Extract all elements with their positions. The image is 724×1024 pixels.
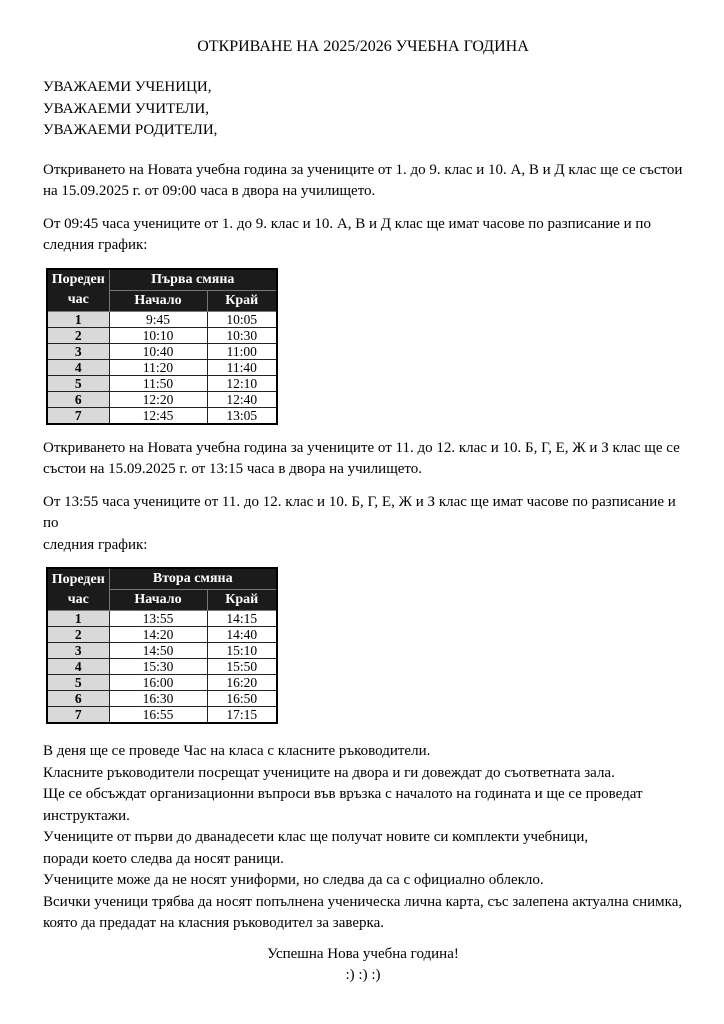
start-time-cell: 14:50	[109, 643, 207, 659]
closing-wish: Успешна Нова учебна година!	[267, 945, 459, 962]
start-time-cell: 13:55	[109, 611, 207, 627]
column-header-period: Пореден час	[47, 568, 109, 611]
period-number-cell: 4	[47, 659, 109, 675]
column-header-end: Край	[207, 590, 277, 611]
note-line: Всички ученици трябва да носят попълнена ученическа лична карта, със залепена актуална снимка,	[43, 893, 683, 910]
start-time-cell: 16:00	[109, 675, 207, 691]
paragraph-line: на 15.09.2025 г. от 09:00 часа в двора на училището.	[43, 183, 376, 199]
start-time-cell: 15:30	[109, 659, 207, 675]
column-header-start: Начало	[109, 590, 207, 611]
table-row	[47, 691, 277, 707]
paragraph-line: От 13:55 часа учениците от 11. до 12. клас и 10. Б, Г, Е, Ж и З клас ще имат часове по разписание и по	[43, 493, 676, 531]
end-time-cell: 15:50	[207, 659, 277, 675]
end-time-cell: 11:40	[207, 359, 277, 375]
paragraph-first-opening	[43, 160, 683, 203]
table-row	[47, 611, 277, 627]
greetings-block	[43, 77, 683, 142]
end-time-cell: 14:15	[207, 611, 277, 627]
period-number-cell: 6	[47, 391, 109, 407]
table-row	[47, 359, 277, 375]
period-number-cell: 1	[47, 311, 109, 327]
column-header-period: Пореден час	[47, 269, 109, 312]
end-time-cell: 16:20	[207, 675, 277, 691]
table-row	[47, 407, 277, 424]
start-time-cell: 16:55	[109, 707, 207, 724]
end-time-cell: 16:50	[207, 691, 277, 707]
note-line: инструктажи.	[43, 807, 130, 824]
start-time-cell: 10:10	[109, 327, 207, 343]
note-line: която да предадат на класния ръководител за заверка.	[43, 915, 384, 931]
start-time-cell: 14:20	[109, 627, 207, 643]
period-number-cell: 6	[47, 691, 109, 707]
period-number-cell: 7	[47, 407, 109, 424]
table-row	[47, 391, 277, 407]
paragraph-line: От 09:45 часа учениците от 1. до 9. клас и 10. А, В и Д клас ще имат часове по разписание и по	[43, 215, 651, 232]
column-header-end: Край	[207, 290, 277, 311]
note-line: Ще се обсъждат организационни въпроси във връзка с началото на годината и ще се проведат	[43, 786, 643, 802]
end-time-cell: 12:40	[207, 391, 277, 407]
period-number-cell: 7	[47, 707, 109, 724]
table-row	[47, 311, 277, 327]
paragraph-line: състои на 15.09.2025 г. от 13:15 часа в двора на училището.	[43, 461, 423, 477]
period-number-cell: 4	[47, 359, 109, 375]
paragraph-second-schedule-intro	[43, 492, 683, 557]
note-line: Учениците може да не носят униформи, но следва да са с официално облекло.	[43, 872, 544, 888]
greeting-parents: УВАЖАЕМИ РОДИТЕЛИ,	[43, 122, 218, 138]
note-line: Класните ръководители посрещат учениците на двора и ги довеждат до съответната зала.	[43, 764, 615, 781]
period-number-cell: 2	[47, 327, 109, 343]
table-row	[47, 327, 277, 343]
column-header-start: Начало	[109, 290, 207, 311]
start-time-cell: 11:20	[109, 359, 207, 375]
note-line: В деня ще се проведе Час на класа с класните ръководители.	[43, 743, 431, 759]
end-time-cell: 14:40	[207, 627, 277, 643]
end-time-cell: 17:15	[207, 707, 277, 724]
paragraph-line: Откриването на Новата учебна година за учениците от 1. до 9. клас и 10. А, В и Д клас ще се състои	[43, 161, 683, 178]
period-number-cell: 3	[47, 343, 109, 359]
start-time-cell: 12:20	[109, 391, 207, 407]
end-time-cell: 15:10	[207, 643, 277, 659]
period-number-cell: 5	[47, 675, 109, 691]
page-title: ОТКРИВАНЕ НА 2025/2026 УЧЕБНА ГОДИНА	[197, 38, 529, 55]
table-title-second-shift: Втора смяна	[109, 568, 277, 590]
paragraph-second-opening	[43, 438, 683, 481]
period-number-cell: 3	[47, 643, 109, 659]
note-line: Учениците от първи до дванадесети клас ще получат новите си комплекти учебници,	[43, 829, 589, 845]
note-line: поради което следва да носят раници.	[43, 850, 284, 867]
period-number-cell: 1	[47, 611, 109, 627]
second-shift-schedule-table	[46, 567, 278, 724]
table-row	[47, 659, 277, 675]
table-title-first-shift: Първа смяна	[109, 269, 277, 291]
table-row	[47, 675, 277, 691]
period-number-cell: 5	[47, 375, 109, 391]
greeting-teachers: УВАЖАЕМИ УЧИТЕЛИ,	[43, 100, 209, 117]
table-row	[47, 627, 277, 643]
end-time-cell: 12:10	[207, 375, 277, 391]
paragraph-line: следния график:	[43, 237, 148, 253]
table-row	[47, 343, 277, 359]
paragraph-line: следния график:	[43, 536, 148, 553]
table-row	[47, 707, 277, 724]
start-time-cell: 9:45	[109, 311, 207, 327]
table-row	[47, 375, 277, 391]
end-time-cell: 10:30	[207, 327, 277, 343]
greeting-students: УВАЖАЕМИ УЧЕНИЦИ,	[43, 79, 212, 95]
end-time-cell: 10:05	[207, 311, 277, 327]
start-time-cell: 12:45	[109, 407, 207, 424]
notes-block	[43, 741, 683, 935]
paragraph-line: Откриването на Новата учебна година за учениците от 11. до 12. клас и 10. Б, Г, Е, Ж и З клас ще се	[43, 439, 680, 456]
paragraph-first-schedule-intro	[43, 214, 683, 257]
smileys-line: :) :) :)	[345, 967, 381, 983]
start-time-cell: 16:30	[109, 691, 207, 707]
period-number-cell: 2	[47, 627, 109, 643]
start-time-cell: 10:40	[109, 343, 207, 359]
start-time-cell: 11:50	[109, 375, 207, 391]
end-time-cell: 11:00	[207, 343, 277, 359]
closing-block	[43, 944, 683, 987]
table-row	[47, 643, 277, 659]
end-time-cell: 13:05	[207, 407, 277, 424]
first-shift-schedule-table	[46, 268, 278, 425]
